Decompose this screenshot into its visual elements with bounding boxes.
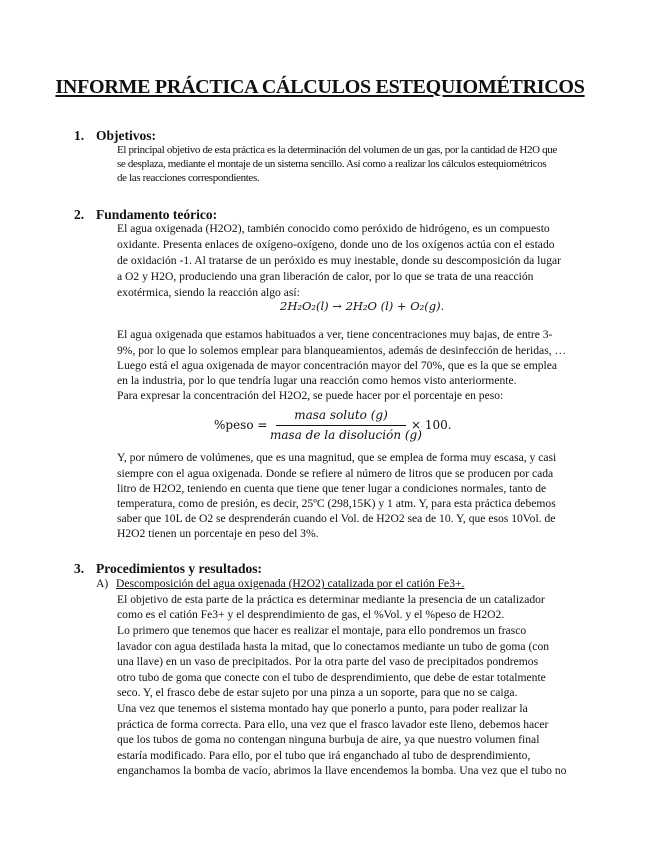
- section-title: Objetivos:: [96, 128, 156, 143]
- text-line: se desplaza, mediante el montaje de un sistema sencillo. Así como a realizar los cálculos estequiométricos: [117, 158, 547, 170]
- text-line: enganchamos la bomba de vacío, abrimos la llave encendemos la bomba. Una vez que el tubo no: [117, 764, 567, 777]
- text-line: El principal objetivo de esta práctica es la determinación del volumen de un gas, por la cantidad de H2O que: [117, 144, 557, 156]
- subsection-label: A): [96, 577, 109, 590]
- text-line: Una vez que tenemos el sistema montado hay que ponerlo a punto, para poder realizar la: [117, 702, 528, 715]
- text-line: H2O2 tienen un porcentaje en peso del 3%.: [117, 527, 319, 540]
- fraction-bar: [276, 425, 406, 426]
- text-line: de oxidación -1. Al tratarse de un peróxido es muy inestable, donde su descomposición da lugar: [117, 254, 561, 267]
- text-line: Lo primero que tenemos que hacer es realizar el montaje, para ello pondremos un frasco: [117, 624, 527, 637]
- text-line: seco. Y, el frasco debe de estar sujeto por una pinza a un soporte, para que no se caiga.: [117, 686, 518, 699]
- subsection-a-heading: [96, 577, 464, 590]
- text-line: práctica de forma correcta. Para ello, una vez que el frasco lavador este lleno, debemos hacer: [117, 718, 549, 731]
- text-line: Para expresar la concentración del H2O2, se puede hacer por el porcentaje en peso:: [117, 389, 504, 402]
- section-title: Procedimientos y resultados:: [96, 561, 262, 576]
- subsection-title: Descomposición del agua oxigenada (H2O2) catalizada por el catión Fe3+.: [116, 577, 465, 590]
- text-line: exotérmica, siendo la reacción algo así:: [117, 286, 300, 299]
- reaction-equation: 2H₂O₂(l) → 2H₂O (l) + O₂(g).: [280, 299, 445, 313]
- text-line: a O2 y H2O, produciendo una gran liberación de calor, por lo que se trata de una reacción: [117, 270, 534, 283]
- section-number: 1.: [74, 128, 85, 143]
- text-line: oxidante. Presenta enlaces de oxígeno-oxígeno, donde uno de los oxígenos actúa con el estado: [117, 238, 555, 251]
- text-line: otro tubo de goma que conecte con el tubo de desprendimiento, que debe de estar totalmente: [117, 671, 546, 684]
- text-line: que los tubos de goma no contengan ninguna burbuja de aire, ya que nuestro volumen final: [117, 733, 540, 746]
- text-line: El agua oxigenada que estamos habituados a ver, tiene concentraciones muy bajas, de entre 3-: [117, 328, 553, 341]
- text-line: El agua oxigenada (H2O2), también conocido como peróxido de hidrógeno, es un compuesto: [117, 222, 550, 235]
- formula-numerator: masa soluto (g): [294, 408, 388, 422]
- section-fundamento-heading: [74, 207, 218, 223]
- text-line: estaría modificado. Para ello, por el tubo que irá enganchado al tubo de desprendimiento,: [117, 749, 531, 762]
- formula-rhs: × 100.: [411, 418, 452, 432]
- document-title: INFORME PRÁCTICA CÁLCULOS ESTEQUIOMÉTRICOS: [55, 76, 585, 98]
- section-procedimientos-heading: [74, 561, 262, 577]
- section-number: 2.: [74, 207, 85, 222]
- formula-lhs: %peso =: [214, 418, 268, 432]
- text-line: El objetivo de esta parte de la práctica es determinar mediante la presencia de un catalizador: [117, 593, 545, 606]
- text-line: Luego está el agua oxigenada de mayor concentración mayor del 70%, que es la que se emplea: [117, 359, 558, 372]
- text-line: saber que 10L de O2 se desprenderán cuando el Vol. de H2O2 sea de 10. Y, que esos 10Vol. de: [117, 512, 556, 525]
- section-title: Fundamento teórico:: [96, 207, 218, 222]
- section-objetivos-heading: [74, 128, 156, 144]
- formula-denominator: masa de la disolución (g): [270, 428, 422, 442]
- section-number: 3.: [74, 561, 85, 576]
- text-line: litro de H2O2, teniendo en cuenta que tiene que tener lugar a condiciones normales, tanto de: [117, 482, 547, 495]
- text-line: Y, por número de volúmenes, que es una magnitud, que se emplea de forma muy escasa, y casi: [117, 451, 557, 464]
- text-line: de las reacciones correspondientes.: [117, 172, 260, 184]
- text-line: siempre con el agua oxigenada. Donde se refiere al número de litros que se producen por cada: [117, 467, 554, 480]
- text-line: una llave) en un vaso de precipitados. Por la otra parte del vaso de precipitados pondremos: [117, 655, 539, 668]
- text-line: como es el catión Fe3+ y el desprendimiento de gas, el %Vol. y el %peso de H2O2.: [117, 608, 505, 621]
- text-line: en la industria, por lo que tendría lugar una reacción como hemos visto anteriormente.: [117, 374, 517, 387]
- text-line: lavador con agua destilada hasta la mitad, que lo conectamos mediante un tubo de goma (con: [117, 640, 550, 653]
- text-line: temperatura, como de presión, es decir, 25ºC (298,15K) y 1 atm. Y, para esta práctica debemos: [117, 497, 556, 510]
- text-line: 9%, por lo que lo solemos emplear para blanqueamientos, además de desinfección de heridas, …: [117, 344, 567, 357]
